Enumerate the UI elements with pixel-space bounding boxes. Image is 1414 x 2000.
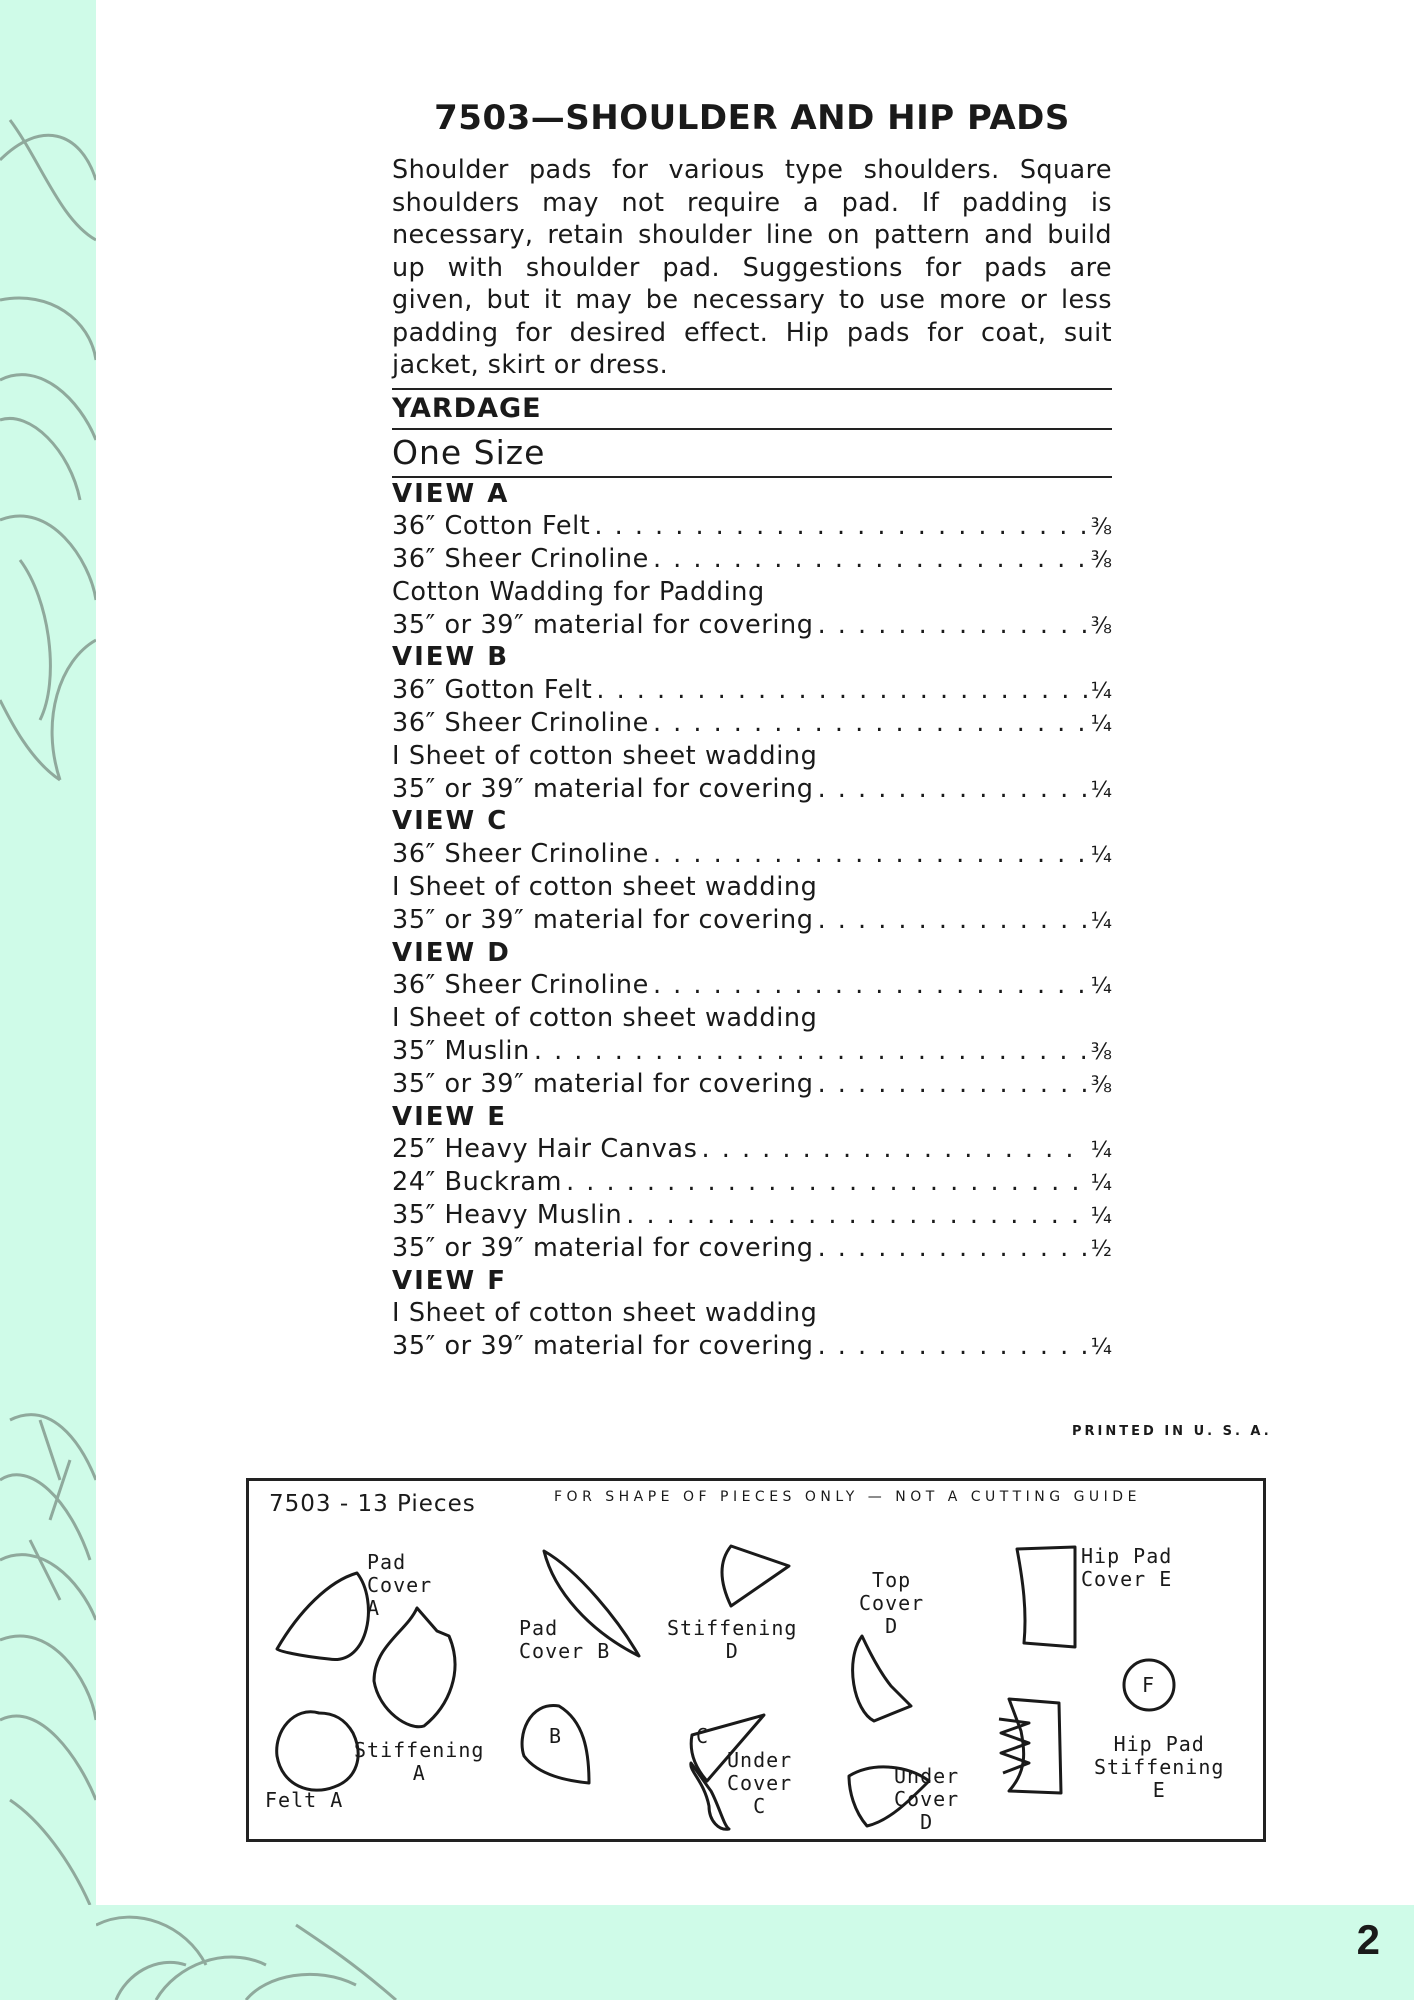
yardage-item — [392, 609, 1112, 642]
dot-leader — [818, 1232, 1087, 1265]
yardage-item — [392, 510, 1112, 543]
item-label: I Sheet of cotton sheet wadding — [392, 1003, 818, 1034]
dot-leader — [818, 609, 1087, 642]
size-label: One Size — [392, 432, 546, 472]
dot-leader — [818, 904, 1087, 937]
item-label: 35″ or 39″ material for covering — [392, 904, 814, 935]
label-under-cover-d: Under Cover D — [894, 1764, 960, 1834]
yardage-item — [392, 674, 1112, 707]
label-under-cover-c: Under Cover C — [727, 1748, 793, 1818]
hip-pad-cover-e-shape — [1017, 1547, 1075, 1647]
item-quantity: ½ — [1090, 1236, 1112, 1262]
item-label: I Sheet of cotton sheet wadding — [392, 740, 818, 771]
floral-border-bottom — [96, 1905, 416, 2000]
diagram-note: FOR SHAPE OF PIECES ONLY — NOT A CUTTING GUIDE — [554, 1489, 1141, 1505]
item-quantity: ⅜ — [1090, 548, 1112, 574]
yardage-item — [392, 871, 1112, 904]
mark-c: C — [696, 1724, 710, 1748]
dot-leader — [653, 707, 1087, 740]
yardage-item — [392, 1232, 1112, 1265]
yardage-item — [392, 969, 1112, 1002]
item-label: 36″ Cotton Felt — [392, 511, 591, 542]
description-line: necessary, retain shoulder line on pattern and build — [392, 220, 1112, 250]
item-label: 36″ Gotton Felt — [392, 675, 593, 706]
dot-leader — [534, 1035, 1087, 1068]
instructions-content — [392, 98, 1112, 1363]
yardage-item — [392, 1002, 1112, 1035]
description-line: shoulders may not require a pad. If padding is — [392, 187, 1112, 218]
item-label: 36″ Sheer Crinoline — [392, 839, 649, 870]
mark-f: F — [1142, 1673, 1156, 1697]
label-hip-pad-cover-e: Hip Pad Cover E — [1081, 1544, 1173, 1591]
yardage-heading: YARDAGE — [392, 392, 542, 424]
description-line: padding for desired effect. Hip pads for coat, suit — [392, 317, 1112, 348]
view-title: VIEW F — [392, 1265, 508, 1296]
item-label: 35″ Muslin — [392, 1036, 530, 1067]
item-label: I Sheet of cotton sheet wadding — [392, 872, 818, 903]
item-label: 36″ Sheer Crinoline — [392, 970, 649, 1001]
label-hip-pad-stiffening-e: Hip Pad Stiffening E — [1094, 1732, 1225, 1802]
item-label: 24″ Buckram — [392, 1167, 563, 1198]
dot-leader — [596, 674, 1086, 707]
dot-leader — [566, 1166, 1087, 1199]
item-label: Cotton Wadding for Padding — [392, 576, 765, 607]
dot-leader — [818, 1330, 1087, 1363]
floral-border-left — [0, 0, 96, 1905]
view-title: VIEW B — [392, 642, 510, 673]
item-quantity: ⅜ — [1090, 1040, 1112, 1066]
label-pad-cover-b: Pad Cover B — [519, 1616, 611, 1663]
view-title: VIEW D — [392, 937, 511, 968]
item-quantity: ¼ — [1090, 1335, 1112, 1361]
dot-leader — [594, 510, 1086, 543]
label-pad-cover-a: Pad Cover A — [367, 1550, 433, 1620]
stiffening-e-zigzag — [999, 1719, 1029, 1773]
page-title: 7503—SHOULDER AND HIP PADS — [434, 98, 1070, 138]
dot-leader — [818, 1068, 1087, 1101]
description — [392, 154, 1112, 382]
yardage-item — [392, 1068, 1112, 1101]
item-quantity: ¼ — [1090, 1204, 1112, 1230]
item-quantity: ¼ — [1090, 679, 1112, 705]
description-line: given, but it may be necessary to use more or less — [392, 285, 1112, 315]
item-quantity: ¼ — [1090, 908, 1112, 934]
view-title: VIEW A — [392, 478, 510, 509]
item-quantity: ⅜ — [1090, 515, 1112, 541]
pieces-count: 7503 - 13 Pieces — [269, 1491, 476, 1517]
yardage-item — [392, 1199, 1112, 1232]
item-quantity: ¼ — [1090, 1171, 1112, 1197]
yardage-item — [392, 543, 1112, 576]
item-label: 36″ Sheer Crinoline — [392, 708, 649, 739]
label-stiffening-a: Stiffening A — [354, 1738, 485, 1785]
item-quantity: ¼ — [1090, 843, 1112, 869]
item-label: I Sheet of cotton sheet wadding — [392, 1298, 818, 1329]
yardage-item — [392, 838, 1112, 871]
item-label: 35″ or 39″ material for covering — [392, 1331, 814, 1362]
yardage-item — [392, 773, 1112, 806]
description-line: Shoulder pads for various type shoulders. Square — [392, 155, 1112, 185]
dot-leader — [818, 773, 1087, 806]
pad-cover-a-shape — [277, 1573, 368, 1660]
description-line: up with shoulder pad. Suggestions for pads are — [392, 252, 1112, 283]
view-title: VIEW E — [392, 1101, 508, 1132]
stiffening-a-shape — [374, 1608, 455, 1727]
item-quantity: ¼ — [1090, 777, 1112, 803]
yardage-item — [392, 1133, 1112, 1166]
yardage-item — [392, 1166, 1112, 1199]
item-quantity: ¼ — [1090, 1138, 1112, 1164]
item-label: 35″ or 39″ material for covering — [392, 609, 814, 640]
yardage-item — [392, 740, 1112, 773]
printed-note: PRINTED IN U. S. A. — [1072, 1424, 1272, 1439]
page-number: 2 — [1356, 1916, 1380, 1963]
dot-leader — [702, 1133, 1087, 1166]
dot-leader — [653, 543, 1087, 576]
item-label: 35″ or 39″ material for covering — [392, 1232, 814, 1263]
item-label: 35″ Heavy Muslin — [392, 1200, 623, 1231]
yardage-item — [392, 1297, 1112, 1330]
felt-a-shape — [277, 1712, 358, 1790]
label-top-cover-d: Top Cover D — [859, 1568, 925, 1638]
label-stiffening-d: Stiffening D — [667, 1616, 798, 1663]
item-label: 35″ or 39″ material for covering — [392, 1068, 814, 1099]
mark-b: B — [549, 1724, 563, 1748]
dot-leader — [626, 1199, 1086, 1232]
item-quantity: ⅜ — [1090, 1072, 1112, 1098]
item-quantity: ⅜ — [1090, 613, 1112, 639]
label-felt-a: Felt A — [265, 1788, 344, 1812]
description-line: jacket, skirt or dress. — [392, 350, 669, 380]
yardage-item — [392, 576, 1112, 609]
dot-leader — [653, 969, 1087, 1002]
yardage-item — [392, 1330, 1112, 1363]
top-cover-d-shape — [853, 1636, 911, 1721]
item-label: 36″ Sheer Crinoline — [392, 544, 649, 575]
under-cover-c-shape — [691, 1763, 729, 1829]
pattern-pieces-diagram — [246, 1478, 1266, 1842]
item-label: 35″ or 39″ material for covering — [392, 773, 814, 804]
dot-leader — [653, 838, 1087, 871]
stiffening-d-shape — [722, 1546, 789, 1606]
yardage-item — [392, 707, 1112, 740]
yardage-item — [392, 904, 1112, 937]
yardage-item — [392, 1035, 1112, 1068]
yardage-list — [392, 478, 1112, 1364]
item-label: 25″ Heavy Hair Canvas — [392, 1134, 698, 1165]
view-title: VIEW C — [392, 806, 509, 837]
item-quantity: ¼ — [1090, 974, 1112, 1000]
item-quantity: ¼ — [1090, 712, 1112, 738]
